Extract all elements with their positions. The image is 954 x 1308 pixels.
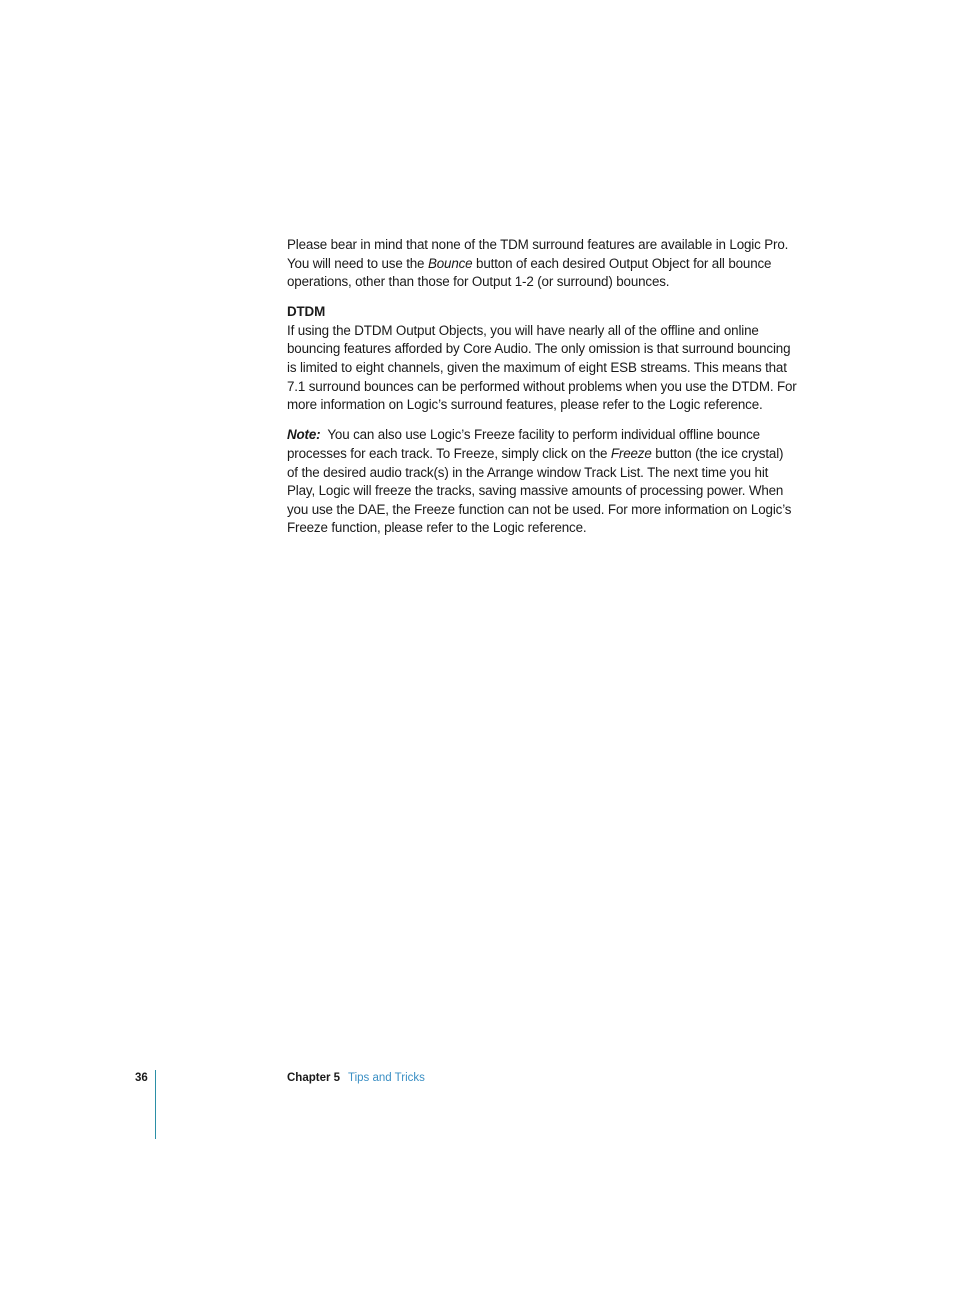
chapter-title-link[interactable]: Tips and Tricks bbox=[348, 1072, 425, 1084]
footer-divider bbox=[155, 1070, 156, 1139]
main-content bbox=[287, 236, 797, 549]
note-paragraph bbox=[287, 426, 797, 538]
note-text-end: button (the ice crystal) of the desired audio track(s) in the Arrange window Track List. The next time you hit Play, Logic will freeze the tracks, saving massive amounts of processing power. When you use the DAE, the Freeze function can not be used. For more information on Logic’s Freeze function, please refer to the Logic reference. bbox=[287, 445, 792, 536]
bounce-paragraph bbox=[287, 236, 797, 292]
freeze-button-term: Freeze bbox=[610, 445, 652, 461]
note-text-start: You can also use Logic’s Freeze facility to perform individual offline bounce processes for each track. To Freeze, simply click on the bbox=[287, 427, 764, 461]
page-number: 36 bbox=[135, 1072, 148, 1084]
bounce-button-term: Bounce bbox=[427, 255, 473, 271]
chapter-label: Chapter 5 bbox=[287, 1072, 341, 1084]
bounce-paragraph-text-end: button of each desired Output Object for all bounce operations, other than those for Output 1-2 (or surround) bounces. bbox=[287, 255, 772, 290]
note-label: Note: bbox=[287, 427, 321, 443]
bounce-paragraph-text-start: Please bear in mind that none of the TDM surround features are available in Logic Pro. You will need to use the bbox=[287, 237, 789, 271]
dtdm-paragraph: If using the DTDM Output Objects, you will have nearly all of the offline and online bouncing features afforded by Core Audio. The only omission is that surround bouncing is limited to eight channels, given the maximum of eight ESB streams. This means that 7.1 surround bounces can be performed without problems when you use the DTDM. For more information on Logic’s surround features, please refer to the Logic reference. bbox=[287, 322, 797, 413]
dtdm-heading: DTDM bbox=[287, 304, 326, 320]
page-footer bbox=[0, 1070, 954, 1140]
